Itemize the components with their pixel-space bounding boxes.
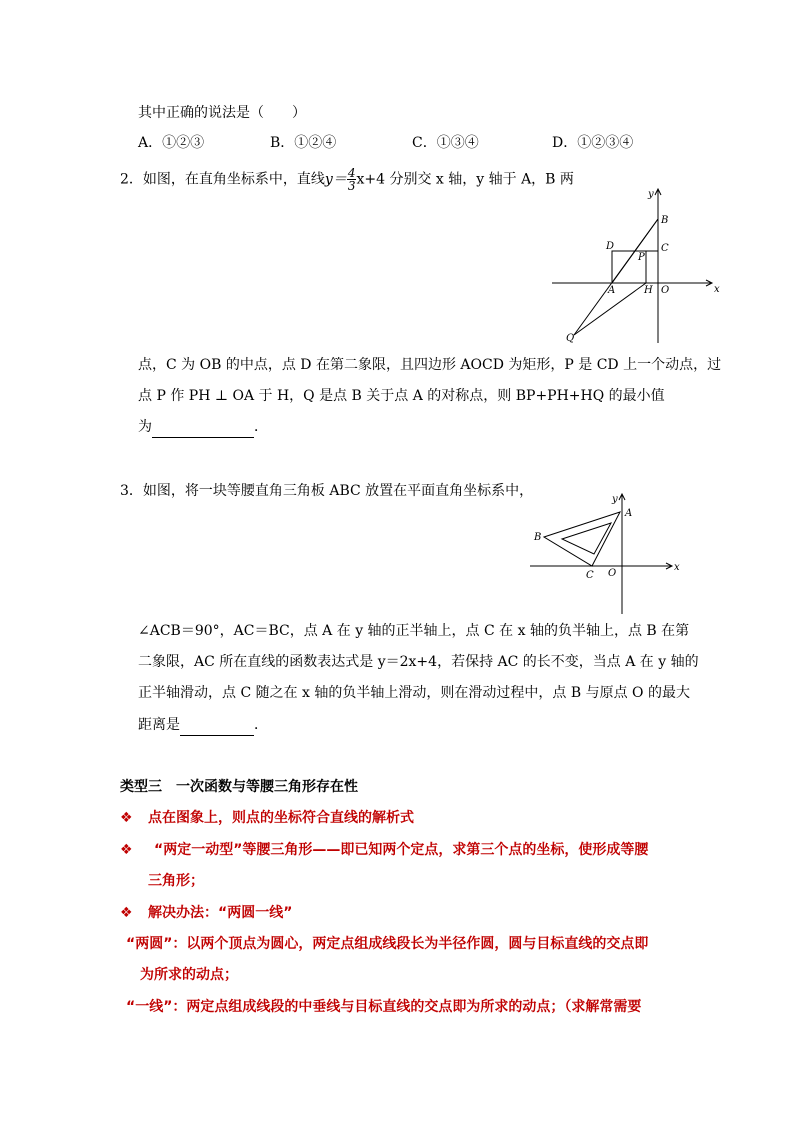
q1-option-c: C．①③④ (412, 135, 479, 151)
q2-line2: 点，C 为 OB 的中点，点 D 在第二象限，且四边形 AOCD 为矩形，P 是 CD 上一个动点，过 (138, 357, 722, 373)
bullet-diamond-icon: ❖ (120, 905, 133, 921)
bullet-3-text: 解决办法：“两圆一线” (148, 905, 293, 921)
q2-line4 (138, 417, 268, 438)
q2-label-a: A (608, 285, 616, 296)
q3-label-c: C (586, 570, 594, 581)
bullet-2-text: “两定一动型”等腰三角形——即已知两个定点，求第三个点的坐标，使形成等腰 (154, 842, 649, 858)
q3-figure (528, 490, 684, 616)
q2-label-h: H (644, 285, 653, 296)
q3-triangle-inner (562, 523, 611, 554)
section-title: 类型三 一次函数与等腰三角形存在性 (120, 779, 358, 795)
bullet-1-text: 点在图象上，则点的坐标符合直线的解析式 (148, 810, 414, 826)
bullet-2 (120, 840, 649, 860)
q2-line-bq (574, 219, 658, 335)
bullet-diamond-icon: ❖ (120, 810, 133, 826)
q1-option-d: D．①②③④ (552, 135, 634, 151)
q3-label-a: A (625, 508, 633, 519)
q2-frac-den: 3 (347, 179, 356, 193)
q2-label-q: Q (566, 333, 575, 344)
bullet-2-cont: 三角形； (148, 873, 204, 889)
q3-line4: 正半轴滑动，点 C 随之在 x 轴的负半轴上滑动，则在滑动过程中，点 B 与原点 O 的最大 (138, 685, 690, 701)
q3-label-y: y (612, 494, 618, 505)
q3-answer-prefix: 距离是 (138, 717, 180, 733)
two-circles-cont: 为所求的动点； (140, 967, 238, 983)
q3-label-b: B (534, 532, 542, 543)
q3-label-x: x (674, 562, 680, 573)
q2-answer-prefix: 为 (138, 419, 152, 435)
q2-y-eq: y＝ (324, 171, 347, 188)
q2-frac-num: 4 (347, 166, 356, 180)
q3-answer-suffix: ． (254, 717, 268, 733)
q2-label-p: P (638, 252, 645, 263)
one-line-text: “一线”：两定点组成线段的中垂线与目标直线的交点即为所求的动点；（求解常需要 (126, 999, 642, 1015)
q3-line5 (138, 715, 268, 736)
q2-label-d: D (606, 241, 615, 252)
q2-label-x: x (714, 284, 720, 295)
q3-triangle-outer (544, 512, 620, 566)
bullet-3 (120, 903, 293, 923)
q1-stem: 其中正确的说法是（ ） (138, 105, 306, 121)
q2-label-y: y (648, 189, 654, 200)
q2-label-c: C (661, 243, 669, 254)
q1-option-a: A．①②③ (138, 135, 205, 151)
q2-figure (548, 185, 718, 345)
q3-line3: 二象限，AC 所在直线的函数表达式是 y＝2x+4，若保持 AC 的长不变，当点 A 在 y 轴的 (138, 654, 699, 670)
bullet-diamond-icon: ❖ (120, 842, 133, 858)
two-circles-text: “两圆”：以两个顶点为圆心，两定点组成线段长为半径作圆，圆与目标直线的交点即 (126, 936, 649, 952)
q2-label-b: B (661, 215, 669, 226)
q2-text-a: 2．如图，在直角坐标系中，直线 (120, 171, 325, 188)
q2-rect-aocd (612, 251, 658, 283)
q2-label-o: O (661, 285, 670, 296)
q2-answer-blank (152, 417, 254, 438)
q1-option-b: B．①②④ (270, 135, 337, 151)
q3-label-o: O (608, 568, 617, 579)
q3-answer-blank (180, 715, 254, 736)
bullet-1 (120, 808, 414, 828)
q3-line2: ∠ACB＝90°，AC＝BC，点 A 在 y 轴的正半轴上，点 C 在 x 轴的负半轴上，点 B 在第 (138, 623, 690, 639)
q2-answer-suffix: ． (254, 419, 268, 435)
q2-text-b: x+4 分别交 x 轴，y 轴于 A，B 两 (356, 171, 574, 188)
q2-line1 (120, 167, 574, 192)
q2-line3: 点 P 作 PH ⊥ OA 于 H，Q 是点 B 关于点 A 的对称点，则 BP+PH+HQ 的最小值 (138, 388, 665, 404)
q3-line1: 3．如图，将一块等腰直角三角板 ABC 放置在平面直角坐标系中， (120, 483, 534, 499)
